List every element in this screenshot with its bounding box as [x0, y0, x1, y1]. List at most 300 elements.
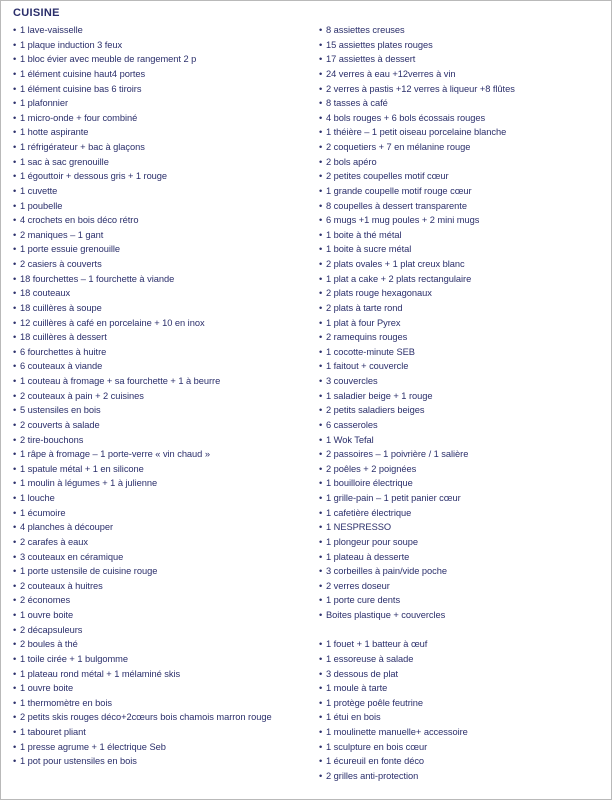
list-item — [316, 345, 601, 360]
bullet-icon: • — [319, 54, 323, 65]
bullet-icon: • — [319, 419, 323, 430]
list-item — [13, 710, 298, 725]
list-item-label: 1 plongeur pour soupe — [326, 536, 418, 547]
list-item — [316, 637, 601, 652]
bullet-icon: • — [13, 463, 17, 474]
bullet-icon: • — [13, 200, 17, 211]
bullet-icon: • — [319, 185, 323, 196]
list-item — [13, 228, 298, 243]
bullet-icon: • — [319, 580, 323, 591]
right-column — [316, 23, 601, 784]
bullet-icon: • — [13, 390, 17, 401]
list-item — [13, 125, 298, 140]
list-item — [13, 389, 298, 404]
list-item — [13, 652, 298, 667]
list-item-label: 5 ustensiles en bois — [20, 405, 101, 416]
list-item-label: 18 fourchettes – 1 fourchette à viande — [20, 273, 175, 284]
bullet-icon: • — [13, 478, 17, 489]
bullet-icon: • — [13, 142, 17, 152]
list-item — [13, 111, 298, 126]
list-item-label: 1 théière – 1 petit oiseau porcelaine blanche — [326, 127, 507, 138]
list-item-label: 1 élément cuisine bas 6 tiroirs — [20, 83, 142, 94]
list-item-label: 1 bouilloire électrique — [326, 478, 413, 489]
list-item — [316, 67, 601, 82]
list-item — [316, 403, 601, 418]
bullet-icon: • — [319, 551, 323, 562]
bullet-icon: • — [13, 624, 17, 635]
list-item — [13, 23, 298, 38]
list-item — [316, 330, 601, 345]
list-item — [316, 535, 601, 550]
list-item-label: 8 coupelles à dessert transparente — [326, 200, 467, 211]
bullet-icon: • — [319, 112, 323, 123]
bullet-icon: • — [319, 390, 323, 401]
bullet-icon: • — [319, 98, 323, 109]
list-item-label: 1 moule à tarte — [326, 683, 388, 694]
list-item-label: 8 assiettes creuses — [326, 25, 405, 35]
list-item-label: 1 spatule métal + 1 en silicone — [20, 463, 144, 474]
list-item-label: 1 thermomètre en bois — [20, 697, 112, 708]
bullet-icon: • — [319, 39, 323, 50]
bullet-icon: • — [319, 653, 323, 664]
list-item-label: 18 cuillères à dessert — [20, 332, 107, 343]
list-item — [316, 696, 601, 711]
list-item — [13, 447, 298, 462]
bullet-icon: • — [13, 54, 17, 65]
list-item-label: 2 casiers à couverts — [20, 259, 102, 269]
list-item — [13, 359, 298, 374]
bullet-icon: • — [13, 39, 17, 50]
list-item — [13, 213, 298, 228]
list-item-label: 2 petites coupelles motif cœur — [326, 171, 449, 182]
bullet-icon: • — [319, 346, 323, 357]
list-item — [13, 140, 298, 155]
bullet-icon: • — [13, 419, 17, 430]
list-item — [13, 82, 298, 97]
bullet-icon: • — [13, 536, 17, 547]
bullet-icon: • — [319, 405, 323, 416]
inventory-list-left — [13, 23, 298, 769]
list-item-label: 4 bols rouges + 6 bols écossais rouges — [326, 112, 486, 123]
bullet-icon: • — [319, 259, 323, 269]
bullet-icon: • — [319, 741, 323, 752]
list-item-label: 2 ramequins rouges — [326, 332, 408, 343]
bullet-icon: • — [319, 756, 323, 767]
list-item — [13, 52, 298, 67]
list-item — [316, 623, 601, 638]
list-item-label: 6 mugs +1 mug poules + 2 mini mugs — [326, 215, 480, 226]
bullet-icon: • — [319, 697, 323, 708]
list-item-label: 2 carafes à eaux — [20, 536, 88, 547]
list-item-label: 1 plaque induction 3 feux — [20, 39, 123, 50]
bullet-icon: • — [13, 156, 17, 167]
list-item-label: 12 cuillères à café en porcelaine + 10 en inox — [20, 317, 205, 328]
list-item — [13, 257, 298, 272]
bullet-icon: • — [319, 566, 323, 577]
bullet-icon: • — [13, 332, 17, 343]
bullet-icon: • — [13, 522, 17, 533]
left-column — [13, 23, 298, 769]
list-item — [13, 462, 298, 477]
list-item-label: 2 tire-bouchons — [20, 434, 84, 445]
list-item-label: 1 égouttoir + dessous gris + 1 rouge — [20, 171, 168, 182]
bullet-icon: • — [319, 434, 323, 445]
bullet-icon: • — [13, 580, 17, 591]
list-item — [316, 520, 601, 535]
list-item-label: 6 casseroles — [326, 419, 378, 430]
bullet-icon: • — [319, 317, 323, 328]
list-item — [316, 579, 601, 594]
list-item — [13, 418, 298, 433]
bullet-icon: • — [319, 595, 323, 606]
bullet-icon: • — [319, 215, 323, 226]
bullet-icon: • — [13, 215, 17, 226]
bullet-icon: • — [13, 434, 17, 445]
list-item-label: 1 moulinette manuelle+ accessoire — [326, 727, 468, 737]
list-item — [316, 725, 601, 740]
list-item — [316, 550, 601, 565]
bullet-icon: • — [13, 127, 17, 138]
bullet-icon: • — [319, 463, 323, 474]
list-item — [316, 301, 601, 316]
list-item — [13, 579, 298, 594]
list-item-label: 1 écumoire — [20, 507, 66, 518]
list-item-label: 2 maniques – 1 gant — [20, 229, 104, 240]
list-item — [316, 374, 601, 389]
list-item — [13, 169, 298, 184]
bullet-icon: • — [319, 273, 323, 284]
list-item — [316, 476, 601, 491]
list-item-label: 24 verres à eau +12verres à vin — [326, 68, 456, 79]
list-item-label: 6 couteaux à viande — [20, 361, 103, 372]
list-item-label: 1 pot pour ustensiles en bois — [20, 756, 137, 767]
list-item-label: Boites plastique + couvercles — [326, 610, 446, 620]
list-item — [316, 433, 601, 448]
bullet-icon: • — [13, 756, 17, 767]
list-item — [13, 433, 298, 448]
bullet-icon: • — [13, 566, 17, 577]
list-item — [13, 740, 298, 755]
bullet-icon: • — [319, 229, 323, 240]
list-item — [13, 316, 298, 331]
list-item-label: 2 petits skis rouges déco+2cœurs bois chamois marron rouge — [20, 712, 272, 723]
list-item-label: 2 verres à pastis +12 verres à liqueur +8 flûtes — [326, 83, 515, 94]
list-item — [13, 199, 298, 214]
list-item-label: 1 plat à four Pyrex — [326, 317, 401, 328]
list-item-label: 1 protège poêle feutrine — [326, 697, 424, 708]
list-item — [316, 184, 601, 199]
bullet-icon: • — [13, 361, 17, 372]
list-item — [13, 38, 298, 53]
list-item-label: 1 plafonnier — [20, 98, 68, 109]
list-item — [13, 330, 298, 345]
bullet-icon: • — [319, 332, 323, 343]
list-item-label: 1 micro-onde + four combiné — [20, 112, 138, 123]
list-item-label: 1 ouvre boite — [20, 610, 74, 620]
list-item — [13, 476, 298, 491]
list-item — [316, 199, 601, 214]
list-item-label: 3 couteaux en céramique — [20, 551, 124, 562]
bullet-icon: • — [319, 244, 323, 255]
list-item — [316, 593, 601, 608]
list-item-label: 1 plateau rond métal + 1 mélaminé skis — [20, 668, 181, 679]
list-item — [13, 696, 298, 711]
list-item — [316, 96, 601, 111]
list-item — [316, 316, 601, 331]
list-item-label: 2 bols apéro — [326, 156, 377, 167]
list-item — [13, 564, 298, 579]
list-item-label: 4 planches à découper — [20, 522, 114, 533]
bullet-icon: • — [13, 112, 17, 123]
list-item — [13, 506, 298, 521]
list-item — [316, 38, 601, 53]
list-item — [13, 725, 298, 740]
list-item — [316, 286, 601, 301]
list-item-label: 2 petits saladiers beiges — [326, 405, 425, 416]
list-item-label: 1 porte essuie grenouille — [20, 244, 121, 255]
bullet-icon: • — [13, 273, 17, 284]
list-item — [13, 637, 298, 652]
list-item — [13, 67, 298, 82]
bullet-icon: • — [13, 317, 17, 328]
bullet-icon: • — [13, 551, 17, 562]
inventory-list-right — [316, 23, 601, 784]
bullet-icon: • — [13, 229, 17, 240]
list-item-label: 1 cafetière électrique — [326, 507, 412, 518]
bullet-icon: • — [13, 493, 17, 503]
list-item-label: 1 tabouret pliant — [20, 727, 86, 737]
bullet-icon: • — [319, 727, 323, 737]
bullet-icon: • — [13, 653, 17, 664]
list-item — [13, 623, 298, 638]
bullet-icon: • — [319, 200, 323, 211]
list-item — [316, 257, 601, 272]
bullet-icon: • — [319, 639, 323, 650]
bullet-icon: • — [319, 142, 323, 152]
bullet-icon: • — [319, 522, 323, 533]
bullet-icon: • — [319, 156, 323, 167]
list-item — [13, 608, 298, 623]
bullet-icon: • — [13, 405, 17, 416]
list-item-label: 1 plat a cake + 2 plats rectangulaire — [326, 273, 472, 284]
list-item-label: 1 ouvre boite — [20, 683, 74, 694]
list-item-label: 18 cuillères à soupe — [20, 302, 102, 313]
bullet-icon: • — [319, 478, 323, 489]
list-item-label: 3 corbeilles à pain/vide poche — [326, 566, 447, 577]
bullet-icon: • — [319, 302, 323, 313]
list-item-label: 2 grilles anti-protection — [326, 770, 419, 781]
list-item-label: 2 poêles + 2 poignées — [326, 463, 417, 474]
list-item — [316, 681, 601, 696]
list-item — [13, 345, 298, 360]
list-item — [316, 52, 601, 67]
bullet-icon: • — [13, 302, 17, 313]
list-item — [316, 608, 601, 623]
list-item-label: 2 boules à thé — [20, 639, 78, 650]
bullet-icon: • — [13, 639, 17, 650]
list-item-label: 1 boite à thé métal — [326, 229, 402, 240]
bullet-icon: • — [13, 449, 17, 460]
list-item-label: 1 faitout + couvercle — [326, 361, 409, 372]
bullet-icon: • — [13, 683, 17, 694]
list-item-label: 1 louche — [20, 493, 55, 503]
list-item-label: 1 élément cuisine haut4 portes — [20, 68, 146, 79]
list-item-label: 1 grande coupelle motif rouge cœur — [326, 185, 472, 196]
bullet-icon: • — [13, 25, 17, 35]
list-item — [316, 506, 601, 521]
list-item — [316, 359, 601, 374]
list-item — [316, 125, 601, 140]
list-item-label: 18 couteaux — [20, 288, 71, 299]
list-item — [316, 140, 601, 155]
list-item-label: 2 passoires – 1 poivrière / 1 salière — [326, 449, 469, 460]
list-item-label: 3 couvercles — [326, 376, 378, 386]
list-item — [316, 272, 601, 287]
list-item-label: 1 écureuil en fonte déco — [326, 756, 425, 767]
list-item-label: 1 grille-pain – 1 petit panier cœur — [326, 493, 461, 503]
bullet-icon: • — [319, 127, 323, 138]
list-item-label: 1 saladier beige + 1 rouge — [326, 390, 433, 401]
list-item — [316, 652, 601, 667]
bullet-icon: • — [13, 668, 17, 679]
bullet-icon: • — [13, 259, 17, 269]
list-item-label: 2 décapsuleurs — [20, 624, 83, 635]
list-item — [316, 491, 601, 506]
list-item-label: 1 toile cirée + 1 bulgomme — [20, 653, 128, 664]
list-item-label: 2 coquetiers + 7 en mélanine rouge — [326, 142, 471, 152]
bullet-icon: • — [319, 770, 323, 781]
list-item — [13, 491, 298, 506]
list-item-label: 1 NESPRESSO — [326, 522, 392, 533]
bullet-icon: • — [13, 346, 17, 357]
list-item — [13, 286, 298, 301]
list-item — [316, 710, 601, 725]
list-item — [13, 681, 298, 696]
list-item — [13, 184, 298, 199]
list-item — [316, 389, 601, 404]
list-item — [316, 242, 601, 257]
list-item-label: 15 assiettes plates rouges — [326, 39, 433, 50]
list-item — [13, 272, 298, 287]
list-item — [316, 418, 601, 433]
bullet-icon: • — [319, 712, 323, 723]
bullet-icon: • — [319, 683, 323, 694]
list-item — [316, 740, 601, 755]
list-item — [316, 769, 601, 784]
list-item — [13, 242, 298, 257]
list-item — [316, 111, 601, 126]
bullet-icon: • — [13, 98, 17, 109]
list-item-label: 1 poubelle — [20, 200, 63, 211]
bullet-icon: • — [13, 171, 17, 182]
list-item — [316, 169, 601, 184]
list-item — [316, 462, 601, 477]
bullet-icon: • — [319, 288, 323, 299]
list-item-label: 17 assiettes à dessert — [326, 54, 416, 65]
bullet-icon: • — [13, 376, 17, 386]
list-item — [316, 564, 601, 579]
bullet-icon: • — [319, 668, 323, 679]
bullet-icon: • — [13, 68, 17, 79]
list-item — [13, 301, 298, 316]
bullet-icon: • — [13, 595, 17, 606]
list-item — [316, 23, 601, 38]
list-item-label: 1 cocotte-minute SEB — [326, 346, 415, 357]
list-item — [316, 754, 601, 769]
list-item — [316, 447, 601, 462]
list-item-label: 3 dessous de plat — [326, 668, 399, 679]
bullet-icon: • — [13, 507, 17, 518]
list-item — [13, 155, 298, 170]
list-item — [316, 228, 601, 243]
list-item-label: 1 fouet + 1 batteur à œuf — [326, 639, 428, 650]
bullet-icon: • — [319, 536, 323, 547]
page-title: CUISINE — [13, 7, 60, 19]
list-item-label: 1 essoreuse à salade — [326, 653, 414, 664]
bullet-icon: • — [13, 83, 17, 94]
list-item-label: 1 boite à sucre métal — [326, 244, 412, 255]
list-item-label: 2 économes — [20, 595, 71, 606]
list-item-label: 1 porte cure dents — [326, 595, 401, 606]
list-item-label: 1 hotte aspirante — [20, 127, 89, 138]
list-item — [316, 82, 601, 97]
list-item — [13, 754, 298, 769]
list-item — [13, 535, 298, 550]
list-item — [13, 403, 298, 418]
list-item — [13, 550, 298, 565]
bullet-icon: • — [13, 244, 17, 255]
list-item-label: 1 sac à sac grenouille — [20, 156, 109, 167]
bullet-icon: • — [13, 185, 17, 196]
list-item — [316, 213, 601, 228]
bullet-icon: • — [319, 376, 323, 386]
bullet-icon: • — [319, 493, 323, 503]
bullet-icon: • — [13, 610, 17, 620]
list-item-label: 1 étui en bois — [326, 712, 381, 723]
bullet-icon: • — [319, 83, 323, 94]
list-item — [316, 155, 601, 170]
bullet-icon: • — [319, 507, 323, 518]
list-item-label: 1 moulin à légumes + 1 à julienne — [20, 478, 158, 489]
list-item-label: 1 presse agrume + 1 électrique Seb — [20, 741, 166, 752]
bullet-icon: • — [319, 68, 323, 79]
list-item-label: 1 porte ustensile de cuisine rouge — [20, 566, 158, 577]
list-item — [13, 667, 298, 682]
list-item-label: 6 fourchettes à huitre — [20, 346, 107, 357]
list-item-label: 2 couteaux à pain + 2 cuisines — [20, 390, 144, 401]
bullet-icon: • — [13, 712, 17, 723]
list-item-label: 8 tasses à café — [326, 98, 388, 109]
list-item-label: 1 lave-vaisselle — [20, 25, 83, 35]
list-item-label: 1 plateau à desserte — [326, 551, 410, 562]
list-item-label: 2 verres doseur — [326, 580, 390, 591]
list-item-label: 1 râpe à fromage – 1 porte-verre « vin chaud » — [20, 449, 210, 460]
bullet-icon: • — [319, 25, 323, 35]
bullet-icon: • — [319, 361, 323, 372]
list-item — [13, 374, 298, 389]
bullet-icon: • — [13, 741, 17, 752]
list-item — [316, 667, 601, 682]
bullet-icon: • — [319, 610, 323, 620]
list-item-label: 1 cuvette — [20, 185, 58, 196]
list-item-label: 2 couverts à salade — [20, 419, 100, 430]
list-item-label: 2 plats rouge hexagonaux — [326, 288, 432, 299]
list-item — [13, 593, 298, 608]
bullet-icon: • — [13, 288, 17, 299]
list-item-label: 1 couteau à fromage + sa fourchette + 1 à beurre — [20, 376, 221, 386]
list-item-label: 1 réfrigérateur + bac à glaçons — [20, 142, 145, 152]
list-item-label: 1 bloc évier avec meuble de rangement 2 p — [20, 54, 197, 65]
